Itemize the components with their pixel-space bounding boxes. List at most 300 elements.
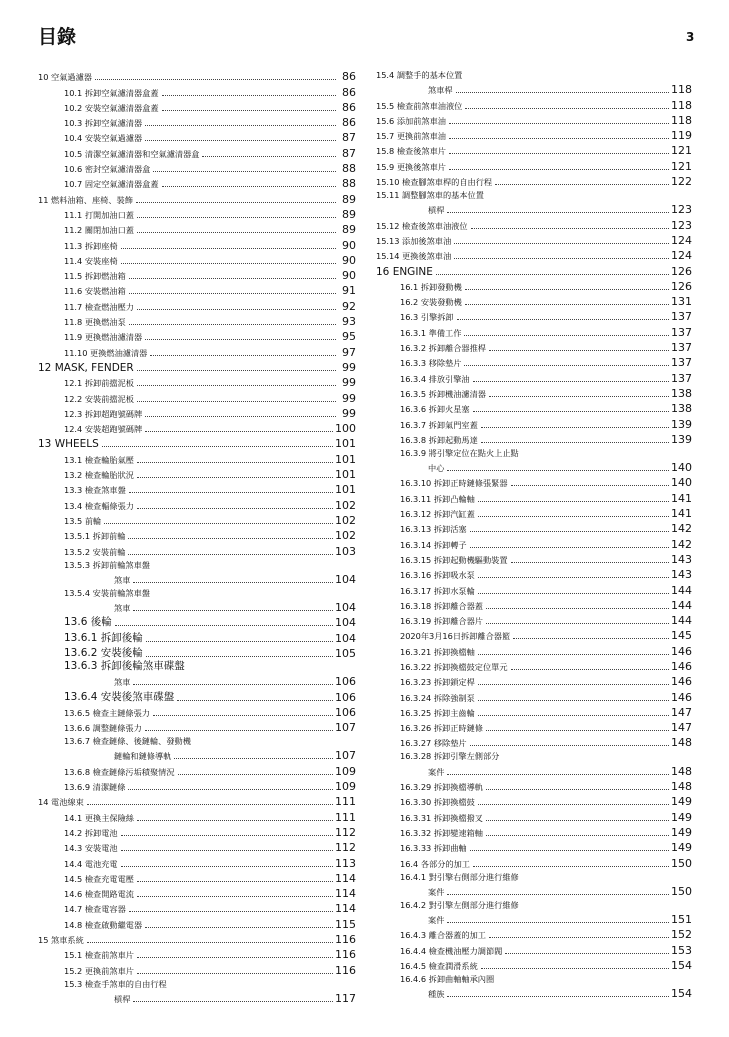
toc-entry-label: 15.7 更換前煞車油 (376, 131, 446, 142)
dot-leader (137, 462, 333, 463)
toc-page-number: 137 (671, 325, 692, 339)
dot-leader (449, 123, 669, 124)
toc-entry[interactable] (376, 262, 692, 277)
toc-entry[interactable] (38, 99, 356, 114)
toc-page-number: 86 (342, 85, 356, 99)
toc-entry[interactable] (376, 673, 692, 688)
toc-entry[interactable] (38, 328, 356, 343)
dot-leader (137, 401, 336, 402)
toc-entry-label: 15.3 檢查手煞車的自由行程 (64, 978, 167, 989)
dot-leader (449, 138, 669, 139)
toc-page-number: 144 (671, 614, 692, 628)
toc-entry-label: 煞車 (114, 603, 131, 614)
toc-entry-label: 13.5.1 拆卸前輪 (64, 531, 126, 542)
toc-entry[interactable] (376, 127, 692, 142)
toc-entry-label: 11.6 安裝燃油箱 (64, 286, 126, 297)
toc-entry-label: 14 電池線束 (38, 797, 84, 808)
toc-entry[interactable] (376, 941, 692, 956)
toc-entry[interactable] (376, 808, 692, 823)
toc-entry[interactable] (38, 734, 356, 747)
dot-leader (137, 957, 333, 958)
toc-entry[interactable] (38, 282, 356, 297)
toc-entry-label: 中心 (428, 463, 445, 474)
dot-leader (447, 212, 669, 213)
toc-entry[interactable] (38, 762, 356, 777)
toc-entry-label: 槓桿 (114, 993, 131, 1004)
dot-leader (133, 684, 333, 685)
toc-entry[interactable] (376, 719, 692, 734)
toc-page-number: 137 (671, 356, 692, 370)
dot-leader (133, 1001, 333, 1002)
toc-entry-label: 16.4.6 拆卸曲軸軸承內圈 (400, 974, 495, 985)
toc-entry-label: 16.4.4 檢查機油壓力調節閥 (400, 945, 503, 956)
toc-entry[interactable] (376, 505, 692, 520)
toc-entry[interactable] (38, 481, 356, 496)
toc-entry-label: 15.11 調整腳煞車的基本位置 (376, 190, 484, 201)
toc-page-number: 111 (335, 810, 356, 824)
toc-entry[interactable] (38, 542, 356, 557)
dot-leader (137, 477, 333, 478)
toc-entry[interactable] (376, 824, 692, 839)
toc-entry-label: 13.6 後輪 (64, 616, 112, 629)
toc-entry-label: 14.8 檢查啟動繼電器 (64, 919, 143, 930)
toc-entry[interactable] (376, 778, 692, 793)
toc-entry-label: 16.3.19 拆卸離合器片 (400, 616, 483, 627)
toc-entry[interactable] (38, 719, 356, 734)
toc-entry[interactable] (376, 96, 692, 111)
toc-entry[interactable] (376, 985, 692, 1000)
dot-leader (162, 186, 336, 187)
toc-entry[interactable] (38, 389, 356, 404)
dot-leader (465, 108, 669, 109)
toc-entry-label: 11.3 拆卸座椅 (64, 240, 118, 251)
toc-page-number: 101 (335, 437, 356, 451)
toc-entry[interactable] (376, 459, 692, 474)
toc-page-number: 99 (342, 360, 356, 374)
toc-entry[interactable] (376, 474, 692, 489)
toc-entry[interactable] (38, 496, 356, 511)
toc-entry[interactable] (38, 83, 356, 98)
toc-entry-label: 13.5 前輪 (64, 515, 102, 526)
toc-entry-label: 16.3.24 拆除強制泵 (400, 692, 475, 703)
toc-entry[interactable] (376, 400, 692, 415)
toc-page-number: 143 (671, 568, 692, 582)
toc-page-number: 113 (335, 856, 356, 870)
toc-entry-label: 13.6.1 拆卸後輪 (64, 631, 143, 644)
toc-entry-label: 16.3.25 拆卸主齒輪 (400, 707, 475, 718)
toc-page-number: 148 (671, 780, 692, 794)
toc-page-number: 114 (335, 902, 356, 916)
toc-page-number: 89 (342, 223, 356, 237)
dot-leader (486, 835, 669, 836)
toc-entry[interactable] (376, 112, 692, 127)
toc-entry[interactable] (376, 688, 692, 703)
toc-entry[interactable] (376, 642, 692, 657)
toc-entry[interactable] (376, 883, 692, 898)
dot-leader (129, 278, 336, 279)
toc-page-number: 106 (335, 675, 356, 689)
toc-entry[interactable] (376, 354, 692, 369)
dot-leader (121, 248, 336, 249)
toc-entry[interactable] (376, 581, 692, 596)
toc-page-number: 102 (335, 513, 356, 527)
toc-entry-label: 13.6.7 檢查鏈條、後鏈輪、發動機 (64, 736, 191, 747)
toc-entry[interactable] (38, 704, 356, 719)
toc-page-number: 107 (335, 721, 356, 735)
toc-entry[interactable] (376, 339, 692, 354)
toc-entry[interactable] (38, 343, 356, 358)
dot-leader (162, 95, 336, 96)
toc-entry-label: 15.1 檢查前煞車片 (64, 950, 134, 961)
toc-entry[interactable] (376, 308, 692, 323)
toc-entry-label: 16.3.30 拆卸換檔鼓 (400, 797, 475, 808)
toc-entry[interactable] (376, 839, 692, 854)
toc-entry[interactable] (376, 385, 692, 400)
toc-page-number: 92 (342, 299, 356, 313)
toc-entry[interactable] (38, 977, 356, 990)
toc-entry-label: 13.3 檢查煞車盤 (64, 485, 126, 496)
toc-entry-label: 16.3.7 拆卸氣門室蓋 (400, 419, 478, 430)
toc-entry[interactable] (376, 232, 692, 247)
toc-entry[interactable] (38, 297, 356, 312)
toc-entry[interactable] (38, 629, 356, 644)
toc-entry[interactable] (376, 446, 692, 459)
toc-entry-label: 16.3.10 拆卸正時鏈條張緊器 (400, 478, 508, 489)
toc-page-number: 119 (671, 129, 692, 143)
toc-page-number: 148 (671, 764, 692, 778)
toc-page-number: 154 (671, 987, 692, 1001)
toc-entry[interactable] (38, 374, 356, 389)
toc-entry[interactable] (376, 704, 692, 719)
toc-entry-label: 16.4.3 離合器蓋的加工 (400, 930, 486, 941)
toc-entry[interactable] (38, 808, 356, 823)
dot-leader (137, 370, 336, 371)
toc-entry[interactable] (38, 614, 356, 629)
toc-entry-label: 14.3 安裝電池 (64, 843, 118, 854)
toc-page-number: 116 (335, 933, 356, 947)
toc-page-number: 111 (335, 795, 356, 809)
toc-entry-label: 11.9 更換燃油濾清器 (64, 332, 143, 343)
toc-entry[interactable] (376, 201, 692, 216)
toc-entry-label: 13.6.5 檢查主鏈條張力 (64, 707, 150, 718)
toc-entry[interactable] (38, 870, 356, 885)
dot-leader (511, 562, 669, 563)
toc-entry[interactable] (38, 839, 356, 854)
dot-leader (128, 789, 333, 790)
toc-page-number: 97 (342, 345, 356, 359)
toc-entry[interactable] (38, 900, 356, 915)
toc-page-number: 102 (335, 529, 356, 543)
toc-entry[interactable] (376, 293, 692, 308)
toc-page-number: 115 (335, 917, 356, 931)
toc-entry-label: 10 空氣過濾器 (38, 72, 92, 83)
dot-leader (449, 169, 669, 170)
dot-leader (137, 232, 336, 233)
toc-entry[interactable] (38, 660, 356, 673)
dot-leader (162, 110, 336, 111)
dot-leader (202, 156, 336, 157)
toc-entry[interactable] (376, 612, 692, 627)
toc-entry[interactable] (38, 527, 356, 542)
toc-entry[interactable] (376, 278, 692, 293)
toc-entry[interactable] (376, 870, 692, 883)
dot-leader (513, 638, 669, 639)
toc-entry[interactable] (376, 68, 692, 81)
toc-right-column (376, 68, 692, 1000)
toc-page-number: 101 (335, 452, 356, 466)
toc-entry[interactable] (38, 68, 356, 83)
toc-entry[interactable] (38, 435, 356, 450)
toc-entry-label: 15.14 更換後煞車油 (376, 251, 452, 262)
dot-leader (473, 411, 669, 412)
dot-leader (137, 309, 336, 310)
toc-entry-label: 案件 (428, 766, 445, 777)
toc-entry-label: 16.3.13 拆卸活塞 (400, 524, 467, 535)
dot-leader (478, 804, 669, 805)
dot-leader (473, 381, 669, 382)
toc-entry-label: 13.6.4 安裝後煞車碟盤 (64, 690, 175, 703)
toc-entry[interactable] (376, 173, 692, 188)
toc-entry[interactable] (376, 157, 692, 172)
toc-page-number: 104 (335, 616, 356, 630)
toc-entry[interactable] (376, 627, 692, 642)
toc-entry[interactable] (376, 81, 692, 96)
dot-leader (146, 641, 333, 642)
toc-entry-label: 10.7 固定空氣濾清器盒蓋 (64, 179, 159, 190)
toc-page-number: 138 (671, 402, 692, 416)
toc-page-number: 102 (335, 498, 356, 512)
toc-entry[interactable] (376, 972, 692, 985)
toc-page-number: 121 (671, 159, 692, 173)
toc-page-number: 121 (671, 144, 692, 158)
toc-entry-label: 煞車 (114, 574, 131, 585)
toc-entry[interactable] (376, 911, 692, 926)
toc-entry[interactable] (38, 673, 356, 688)
toc-entry-label: 13 WHEELS (38, 438, 99, 451)
toc-entry[interactable] (38, 267, 356, 282)
dot-leader (150, 355, 336, 356)
toc-entry[interactable] (38, 599, 356, 614)
dot-leader (481, 442, 669, 443)
toc-page-number: 144 (671, 598, 692, 612)
dot-leader (486, 608, 669, 609)
toc-page-number: 116 (335, 948, 356, 962)
toc-entry[interactable] (376, 566, 692, 581)
toc-page-number: 123 (671, 203, 692, 217)
dot-leader (145, 140, 336, 141)
toc-entry-label: 16.3.14 拆卸轉子 (400, 539, 467, 550)
toc-entry[interactable] (38, 885, 356, 900)
toc-entry-label: 13.2 檢查輪胎狀況 (64, 470, 134, 481)
toc-page-number: 91 (342, 284, 356, 298)
dot-leader (128, 538, 333, 539)
toc-entry-label: 16.4.1 對引擎右側部分進行維修 (400, 871, 519, 882)
dot-leader (478, 593, 669, 594)
dot-leader (145, 416, 336, 417)
dot-leader (471, 228, 669, 229)
toc-entry[interactable] (38, 747, 356, 762)
toc-page-number: 86 (342, 116, 356, 130)
dot-leader (95, 79, 336, 80)
toc-page-number: 99 (342, 376, 356, 390)
toc-entry[interactable] (376, 926, 692, 941)
toc-entry[interactable] (38, 961, 356, 976)
toc-entry-label: 16.3.23 拆卸鎖定桿 (400, 677, 475, 688)
toc-entry[interactable] (376, 415, 692, 430)
dot-leader (87, 942, 333, 943)
toc-entry[interactable] (38, 313, 356, 328)
dot-leader (456, 92, 669, 93)
toc-entry[interactable] (38, 144, 356, 159)
dot-leader (136, 202, 336, 203)
toc-page-number: 109 (335, 780, 356, 794)
toc-entry[interactable] (38, 946, 356, 961)
toc-entry[interactable] (376, 597, 692, 612)
toc-page-number: 152 (671, 928, 692, 942)
toc-entry[interactable] (38, 114, 356, 129)
toc-entry[interactable] (38, 236, 356, 251)
toc-entry[interactable] (38, 405, 356, 420)
toc-entry-label: 15.12 檢查後煞車油液位 (376, 220, 468, 231)
toc-page-number: 116 (335, 963, 356, 977)
dot-leader (478, 700, 669, 701)
toc-entry[interactable] (38, 778, 356, 793)
toc-entry[interactable] (376, 216, 692, 231)
toc-page-number: 123 (671, 218, 692, 232)
toc-entry[interactable] (38, 512, 356, 527)
toc-entry-label: 15.6 添加前煞車油 (376, 115, 446, 126)
toc-entry-label: 10.4 安裝空氣過濾器 (64, 133, 143, 144)
toc-page-number: 137 (671, 371, 692, 385)
toc-entry[interactable] (38, 252, 356, 267)
toc-entry[interactable] (376, 793, 692, 808)
toc-entry-label: 種族 (428, 989, 445, 1000)
toc-entry[interactable] (38, 558, 356, 571)
toc-entry[interactable] (376, 957, 692, 972)
toc-entry-label: 16.3.22 拆卸換檔鼓定位單元 (400, 661, 508, 672)
dot-leader (174, 758, 333, 759)
toc-entry[interactable] (38, 420, 356, 435)
toc-page-number: 126 (671, 279, 692, 293)
toc-entry-label: 案件 (428, 886, 445, 897)
toc-entry[interactable] (376, 142, 692, 157)
toc-entry-label: 11.1 打開加油口蓋 (64, 209, 134, 220)
toc-entry[interactable] (376, 762, 692, 777)
toc-page-number: 99 (342, 406, 356, 420)
toc-page-number: 89 (342, 192, 356, 206)
toc-page-number: 104 (335, 631, 356, 645)
dot-leader (470, 850, 669, 851)
toc-entry[interactable] (376, 658, 692, 673)
toc-entry[interactable] (376, 535, 692, 550)
dot-leader (454, 243, 669, 244)
toc-page-number: 143 (671, 552, 692, 566)
toc-entry[interactable] (38, 206, 356, 221)
toc-entry-label: 14.5 檢查充電電壓 (64, 873, 134, 884)
toc-entry-label: 11.7 檢查燃油壓力 (64, 301, 134, 312)
dot-leader (153, 715, 333, 716)
toc-entry[interactable] (38, 990, 356, 1005)
toc-entry[interactable] (376, 520, 692, 535)
toc-entry[interactable] (376, 898, 692, 911)
toc-entry[interactable] (38, 688, 356, 703)
toc-entry[interactable] (38, 586, 356, 599)
toc-entry-label: 2020年3月16日拆卸離合器籃 (400, 631, 511, 642)
toc-entry[interactable] (376, 247, 692, 262)
toc-page-number: 86 (342, 100, 356, 114)
toc-entry[interactable] (38, 931, 356, 946)
toc-page-number: 146 (671, 659, 692, 673)
toc-page-number: 87 (342, 146, 356, 160)
dot-leader (129, 293, 336, 294)
toc-entry[interactable] (38, 466, 356, 481)
toc-entry-label: 14.2 拆卸電池 (64, 827, 118, 838)
toc-entry-label: 11.5 拆卸燃油箱 (64, 271, 126, 282)
toc-entry[interactable] (38, 221, 356, 236)
toc-entry-label: 15.8 檢查後煞車片 (376, 146, 446, 157)
dot-leader (478, 715, 669, 716)
toc-page-number: 124 (671, 233, 692, 247)
dot-leader (121, 850, 333, 851)
toc-entry[interactable] (376, 749, 692, 762)
toc-entry[interactable] (376, 734, 692, 749)
toc-entry[interactable] (376, 369, 692, 384)
dot-leader (481, 427, 669, 428)
toc-page-number: 124 (671, 249, 692, 263)
toc-entry-label: 13.6.2 安裝後輪 (64, 646, 143, 659)
toc-entry[interactable] (38, 359, 356, 374)
toc-entry[interactable] (38, 571, 356, 586)
toc-page-number: 118 (671, 113, 692, 127)
toc-entry[interactable] (38, 175, 356, 190)
toc-entry[interactable] (38, 824, 356, 839)
toc-entry[interactable] (376, 551, 692, 566)
dot-leader (489, 937, 669, 938)
toc-page-number: 90 (342, 269, 356, 283)
toc-entry-label: 16 ENGINE (376, 265, 433, 278)
dot-leader (470, 547, 669, 548)
toc-entry[interactable] (376, 323, 692, 338)
toc-page-number: 141 (671, 491, 692, 505)
toc-page-number: 104 (335, 572, 356, 586)
toc-entry-label: 16.3.9 將引擎定位在點火上止點 (400, 447, 519, 458)
toc-page-number: 149 (671, 841, 692, 855)
toc-entry[interactable] (38, 793, 356, 808)
toc-entry[interactable] (376, 431, 692, 446)
dot-leader (115, 625, 333, 626)
toc-page-number: 86 (342, 70, 356, 84)
toc-entry[interactable] (38, 854, 356, 869)
toc-page-number: 90 (342, 253, 356, 267)
toc-entry[interactable] (376, 489, 692, 504)
toc-page-number: 88 (342, 177, 356, 191)
toc-entry[interactable] (376, 188, 692, 201)
dot-leader (454, 258, 669, 259)
toc-entry[interactable] (38, 190, 356, 205)
toc-entry[interactable] (38, 450, 356, 465)
toc-entry-label: 13.5.4 安裝前輪煞車盤 (64, 587, 150, 598)
dot-leader (464, 335, 669, 336)
toc-entry[interactable] (38, 160, 356, 175)
toc-entry-label: 11.4 安裝座椅 (64, 255, 118, 266)
toc-entry[interactable] (38, 129, 356, 144)
dot-leader (137, 973, 333, 974)
toc-entry-label: 12 MASK, FENDER (38, 361, 134, 374)
toc-entry-label: 13.1 檢查輪胎氣壓 (64, 454, 134, 465)
toc-entry[interactable] (376, 854, 692, 869)
dot-leader (478, 654, 669, 655)
toc-entry[interactable] (38, 915, 356, 930)
